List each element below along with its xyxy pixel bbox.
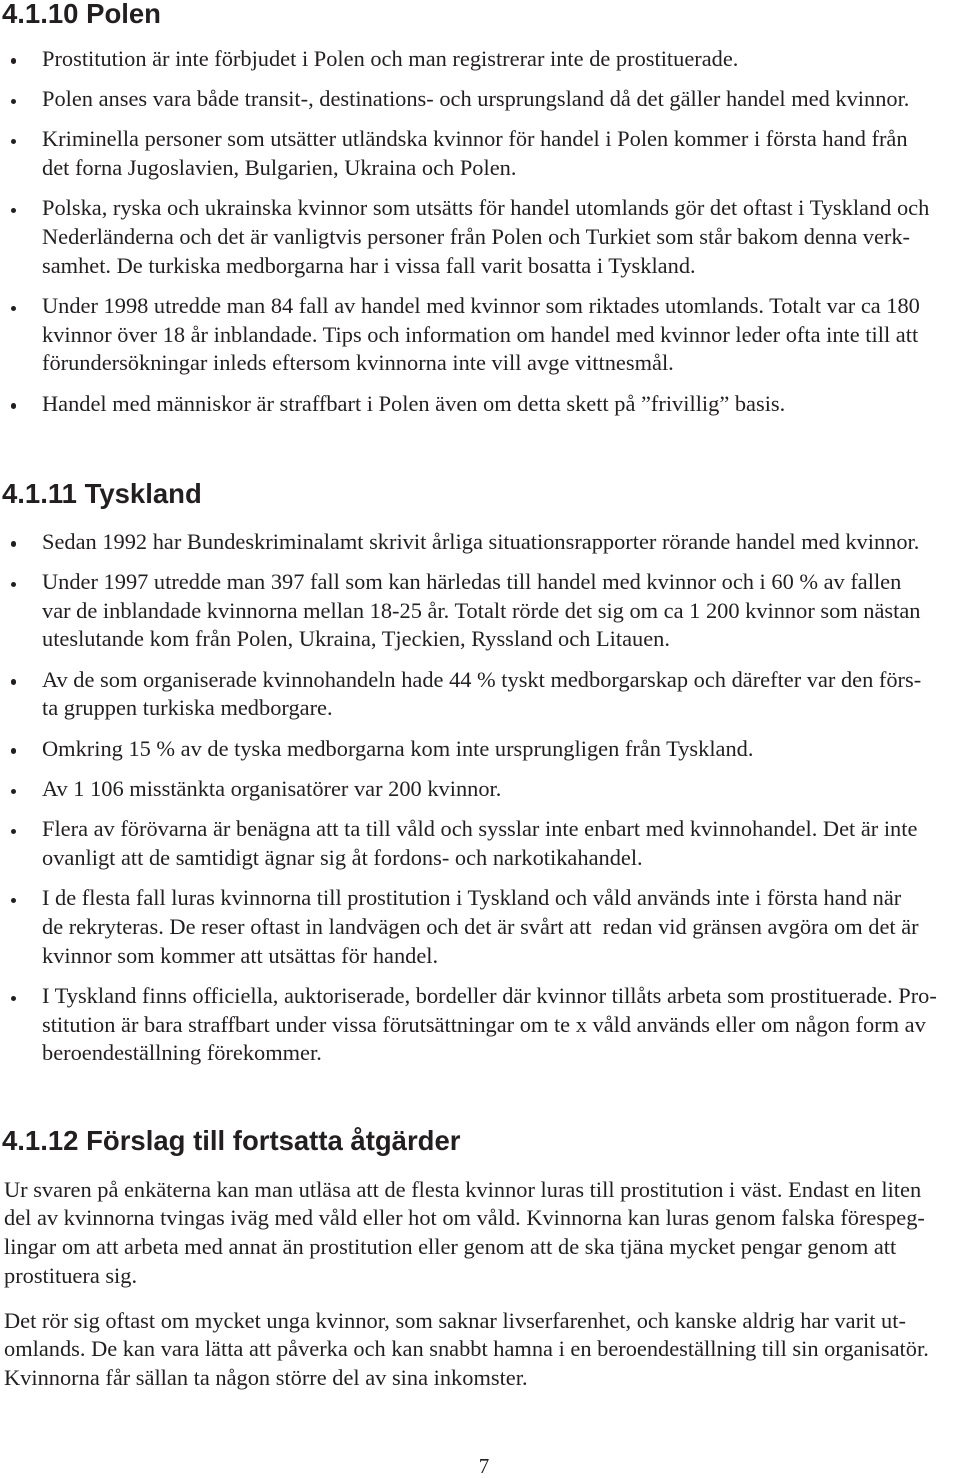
bullet-line: kvinnor som kommer att utsättas för handel. xyxy=(42,942,439,968)
paragraph-line: omlands. De kan vara lätta att påverka och kan snabbt hamna i en beroendeställning till sin organisatör. xyxy=(4,1336,929,1362)
bullet-line: Sedan 1992 har Bundeskriminalamt skrivit årliga situationsrapporter rörande handel med kvinnor. xyxy=(42,528,920,554)
paragraph xyxy=(4,1307,929,1393)
bullet-item xyxy=(0,982,937,1068)
bullet-item xyxy=(0,390,929,419)
paragraph-line: Ur svaren på enkäterna kan man utläsa att de flesta kvinnor luras till prostitution i väst. Endast en liten xyxy=(4,1176,922,1202)
bullet-line: I Tyskland finns officiella, auktoriserade, bordeller där kvinnor tillåts arbeta som prostituerade. Pro- xyxy=(42,982,937,1008)
section-heading-polen: 4.1.10 Polen xyxy=(2,0,161,29)
section-heading-tyskland: 4.1.11 Tyskland xyxy=(2,478,202,509)
bullet-item xyxy=(0,45,929,74)
bullet-icon xyxy=(11,208,17,214)
bullet-line: Under 1997 utredde man 397 fall som kan härledas till handel med kvinnor och i 60 % av fallen xyxy=(42,568,902,594)
bullet-line: Prostitution är inte förbjudet i Polen och man registrerar inte de prostituerade. xyxy=(42,45,739,71)
bullet-icon xyxy=(11,996,17,1002)
paragraph-line: lingar om att arbeta med annat än prostitution eller genom att de ska tjäna mycket pengar genom att xyxy=(4,1233,897,1259)
bullet-item xyxy=(0,85,929,114)
bullet-item xyxy=(0,292,929,378)
bullet-list-tyskland xyxy=(0,528,937,1080)
bullet-line: det forna Jugoslavien, Bulgarien, Ukraina och Polen. xyxy=(42,154,517,180)
paragraph-line: del av kvinnorna tvingas iväg med våld eller hot om våld. Kvinnorna kan luras genom falska förespeg- xyxy=(4,1205,925,1231)
bullet-item xyxy=(0,884,937,970)
bullet-line: Flera av förövarna är benägna att ta till våld och sysslar inte enbart med kvinnohandel. Det är inte xyxy=(42,816,918,842)
bullet-icon xyxy=(11,748,17,754)
bullet-icon xyxy=(11,829,17,835)
bullet-item xyxy=(0,528,937,557)
page-number: 7 xyxy=(478,1454,490,1478)
bullet-line: Nederländerna och det är vanligtvis personer från Polen och Turkiet som står bakom denna verk- xyxy=(42,223,911,249)
bullet-icon xyxy=(11,58,17,64)
bullet-line: Kriminella personer som utsätter utländska kvinnor för handel i Polen kommer i första hand från xyxy=(42,126,908,152)
bullet-icon xyxy=(11,541,17,547)
bullet-line: Av de som organiserade kvinnohandeln hade 44 % tyskt medborgarskap och därefter var den förs- xyxy=(42,666,922,692)
bullet-item xyxy=(0,194,929,280)
bullet-line: Under 1998 utredde man 84 fall av handel med kvinnor som riktades utomlands. Totalt var ca 180 xyxy=(42,292,920,318)
bullet-line: uteslutande kom från Polen, Ukraina, Tjeckien, Ryssland och Litauen. xyxy=(42,626,670,652)
bullet-item xyxy=(0,125,929,182)
bullet-line: ta gruppen turkiska medborgare. xyxy=(42,695,333,721)
bullet-item xyxy=(0,735,937,764)
bullet-line: ovanligt att de samtidigt ägnar sig åt fordons- och narkotikahandel. xyxy=(42,844,643,870)
bullet-icon xyxy=(11,99,17,105)
bullet-list-polen xyxy=(0,45,929,430)
bullet-line: Polska, ryska och ukrainska kvinnor som utsätts för handel utomlands gör det oftast i Tyskland och xyxy=(42,195,930,221)
bullet-line: I de flesta fall luras kvinnorna till prostitution i Tyskland och våld används inte i första hand när xyxy=(42,885,902,911)
bullet-line: de rekryteras. De reser oftast in landvägen och det är svårt att redan vid gränsen avgöra om det är xyxy=(42,913,919,939)
bullet-icon xyxy=(11,306,17,312)
bullet-icon xyxy=(11,139,17,145)
paragraph-line: Kvinnorna får sällan ta någon större del av sina inkomster. xyxy=(4,1364,528,1390)
bullet-item xyxy=(0,815,937,872)
bullet-line: Polen anses vara både transit-, destinations- och ursprungsland då det gäller handel med kvinnor. xyxy=(42,85,910,111)
bullet-icon xyxy=(11,582,17,588)
bullet-icon xyxy=(11,789,17,795)
bullet-line: Omkring 15 % av de tyska medborgarna kom inte ursprungligen från Tyskland. xyxy=(42,735,754,761)
paragraph xyxy=(4,1176,925,1291)
bullet-line: samhet. De turkiska medborgarna har i vissa fall varit bosatta i Tyskland. xyxy=(42,252,696,278)
bullet-line: kvinnor över 18 år inblandade. Tips och information om handel med kvinnor leder ofta inte till att xyxy=(42,321,919,347)
bullet-icon xyxy=(11,403,17,409)
paragraph-line: prostituera sig. xyxy=(4,1262,138,1288)
section-heading-forslag: 4.1.12 Förslag till fortsatta åtgärder xyxy=(2,1125,461,1156)
bullet-line: var de inblandade kvinnorna mellan 18-25 år. Totalt rörde det sig om ca 1 200 kvinnor som nästan xyxy=(42,597,921,623)
bullet-line: förundersökningar inleds eftersom kvinnorna inte vill avge vittnesmål. xyxy=(42,350,674,376)
bullet-item xyxy=(0,666,937,723)
bullet-line: Av 1 106 misstänkta organisatörer var 200 kvinnor. xyxy=(42,775,502,801)
bullet-item xyxy=(0,568,937,654)
bullet-icon xyxy=(11,898,17,904)
bullet-line: Handel med människor är straffbart i Polen även om detta skett på ”frivillig” basis. xyxy=(42,390,786,416)
paragraph-line: Det rör sig oftast om mycket unga kvinnor, som saknar livserfarenhet, och kanske aldrig har varit ut- xyxy=(4,1307,906,1333)
bullet-line: beroendeställning förekommer. xyxy=(42,1040,322,1066)
bullet-item xyxy=(0,775,937,804)
bullet-icon xyxy=(11,679,17,685)
bullet-line: stitution är bara straffbart under vissa förutsättningar om te x våld används eller om någon form av xyxy=(42,1011,926,1037)
